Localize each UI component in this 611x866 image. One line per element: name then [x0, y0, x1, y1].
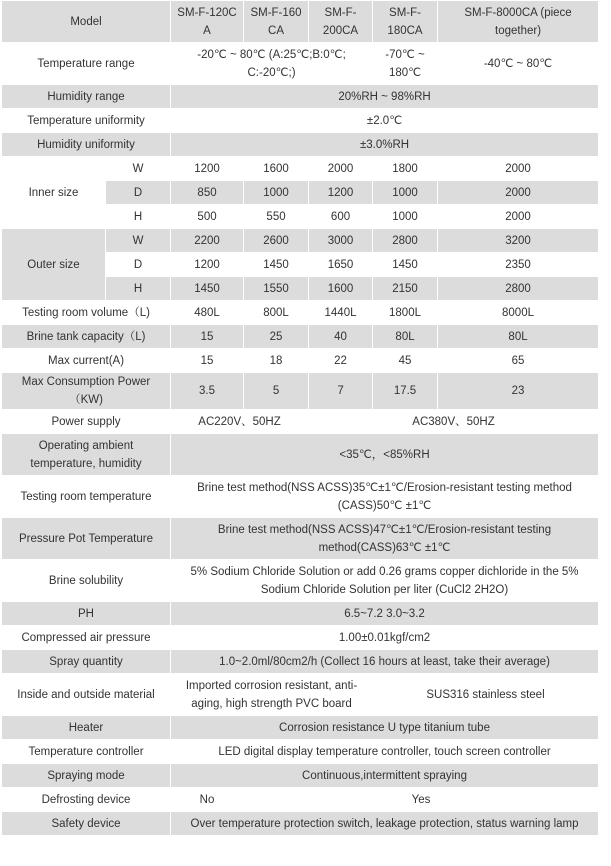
value: 1440L — [309, 301, 373, 325]
value: SUS316 stainless steel — [373, 674, 599, 716]
table-row — [2, 476, 599, 518]
value: 2000 — [438, 205, 599, 229]
table-row — [2, 43, 599, 85]
spec-table — [1, 0, 599, 836]
value: 1800L — [373, 301, 438, 325]
value: -40℃ ~ 80℃ — [438, 43, 599, 85]
table-row — [2, 518, 599, 560]
value: 6.5~7.2 3.0~3.2 — [171, 602, 599, 626]
value: 65 — [438, 349, 599, 373]
value: 20%RH ~ 98%RH — [171, 85, 599, 109]
value: 1200 — [171, 253, 244, 277]
value: 2800 — [373, 229, 438, 253]
value: 550 — [244, 205, 309, 229]
label: Brine solubility — [2, 560, 171, 602]
model: SM-F-8000CA (piece together) — [438, 1, 599, 43]
value: 80L — [373, 325, 438, 349]
table-row — [2, 716, 599, 740]
value: 1200 — [309, 181, 373, 205]
label: PH — [2, 602, 171, 626]
model: SM-F-120C A — [171, 1, 244, 43]
value: 1650 — [309, 253, 373, 277]
value: 17.5 — [373, 373, 438, 410]
value: 3200 — [438, 229, 599, 253]
value: 22 — [309, 349, 373, 373]
value: 2350 — [438, 253, 599, 277]
value: 600 — [309, 205, 373, 229]
dim: D — [106, 253, 171, 277]
label: Outer size — [2, 229, 106, 301]
value: 1550 — [244, 277, 309, 301]
label: Temperature controller — [2, 740, 171, 764]
label: Spraying mode — [2, 764, 171, 788]
value: 80L — [438, 325, 599, 349]
label: Spray quantity — [2, 650, 171, 674]
dim: H — [106, 277, 171, 301]
label: Max Consumption Power（KW) — [2, 373, 171, 410]
value: Brine test method(NSS ACSS)47℃±1℃/Erosion-resistant testing method(CASS)63℃ ±1℃ — [171, 518, 599, 560]
label: Compressed air pressure — [2, 626, 171, 650]
label: Model — [2, 1, 171, 43]
label: Testing room volume（L) — [2, 301, 171, 325]
value: 500 — [171, 205, 244, 229]
value: 1.00±0.01kgf/cm2 — [171, 626, 599, 650]
value: 800L — [244, 301, 309, 325]
value: 2200 — [171, 229, 244, 253]
value: 5 — [244, 373, 309, 410]
value: 1800 — [373, 157, 438, 181]
value: 1000 — [373, 205, 438, 229]
label: Heater — [2, 716, 171, 740]
value: 5% Sodium Chloride Solution or add 0.26 grams copper dichloride in the 5% Sodium Chloride Solution per liter (CuCl2 2H2O) — [171, 560, 599, 602]
label: Pressure Pot Temperature — [2, 518, 171, 560]
value: 15 — [171, 349, 244, 373]
header-row — [2, 1, 599, 43]
value: 15 — [171, 325, 244, 349]
table-row — [2, 325, 599, 349]
value: 2000 — [309, 157, 373, 181]
value: 1450 — [373, 253, 438, 277]
table-row — [2, 764, 599, 788]
table-row — [2, 650, 599, 674]
table-row — [2, 133, 599, 157]
dim: W — [106, 157, 171, 181]
value: AC380V、50HZ — [309, 410, 599, 434]
label: Temperature uniformity — [2, 109, 171, 133]
table-row — [2, 349, 599, 373]
label: Defrosting device — [2, 788, 171, 812]
value: Over temperature protection switch, leakage protection, status warning lamp — [171, 812, 599, 836]
label: Humidity uniformity — [2, 133, 171, 157]
value: 1000 — [244, 181, 309, 205]
table-row — [2, 109, 599, 133]
value: 2000 — [438, 157, 599, 181]
label: Operating ambient temperature, humidity — [2, 434, 171, 476]
label: Testing room temperature — [2, 476, 171, 518]
value: 7 — [309, 373, 373, 410]
dim: W — [106, 229, 171, 253]
table-row — [2, 229, 599, 253]
table-row — [2, 674, 599, 716]
label: Inner size — [2, 157, 106, 229]
value: 1000 — [373, 181, 438, 205]
table-row — [2, 626, 599, 650]
value: Brine test method(NSS ACSS)35℃±1℃/Erosion-resistant testing method (CASS)50℃ ±1℃ — [171, 476, 599, 518]
value: Continuous,intermittent spraying — [171, 764, 599, 788]
value: Imported corrosion resistant, anti-aging, high strength PVC board — [171, 674, 373, 716]
value: Yes — [244, 788, 599, 812]
table-row — [2, 560, 599, 602]
table-row — [2, 410, 599, 434]
value: 2000 — [438, 181, 599, 205]
table-row — [2, 301, 599, 325]
label: Brine tank capacity（L) — [2, 325, 171, 349]
value: <35℃，<85%RH — [171, 434, 599, 476]
table-row — [2, 740, 599, 764]
label: Max current(A) — [2, 349, 171, 373]
value: -20℃ ~ 80℃ (A:25℃;B:0℃; C:-20℃;) — [171, 43, 373, 85]
value: 23 — [438, 373, 599, 410]
value: 1450 — [171, 277, 244, 301]
value: 1200 — [171, 157, 244, 181]
table-row — [2, 157, 599, 181]
value: ±2.0℃ — [171, 109, 599, 133]
label: Inside and outside material — [2, 674, 171, 716]
dim: H — [106, 205, 171, 229]
value: 1450 — [244, 253, 309, 277]
label: Safety device — [2, 812, 171, 836]
value: 3000 — [309, 229, 373, 253]
value: 40 — [309, 325, 373, 349]
label: Temperature range — [2, 43, 171, 85]
model: SM-F-160 CA — [244, 1, 309, 43]
label: Power supply — [2, 410, 171, 434]
table-row — [2, 602, 599, 626]
value: Corrosion resistance U type titanium tube — [171, 716, 599, 740]
table-row — [2, 788, 599, 812]
value: 8000L — [438, 301, 599, 325]
label: Humidity range — [2, 85, 171, 109]
value: AC220V、50HZ — [171, 410, 309, 434]
value: 850 — [171, 181, 244, 205]
value: 3.5 — [171, 373, 244, 410]
value: 25 — [244, 325, 309, 349]
value: 1600 — [309, 277, 373, 301]
value: 480L — [171, 301, 244, 325]
value: 2800 — [438, 277, 599, 301]
value: 1600 — [244, 157, 309, 181]
value: 45 — [373, 349, 438, 373]
dim: D — [106, 181, 171, 205]
table-row — [2, 85, 599, 109]
model: SM-F-180CA — [373, 1, 438, 43]
model: SM-F-200CA — [309, 1, 373, 43]
value: -70℃ ~ 180℃ — [373, 43, 438, 85]
value: LED digital display temperature controller, touch screen controller — [171, 740, 599, 764]
value: 18 — [244, 349, 309, 373]
value: 2600 — [244, 229, 309, 253]
table-row — [2, 373, 599, 410]
value: 1.0~2.0ml/80cm2/h (Collect 16 hours at least, take their average) — [171, 650, 599, 674]
value: 2150 — [373, 277, 438, 301]
table-row — [2, 812, 599, 836]
table-row — [2, 434, 599, 476]
value: ±3.0%RH — [171, 133, 599, 157]
value: No — [171, 788, 244, 812]
